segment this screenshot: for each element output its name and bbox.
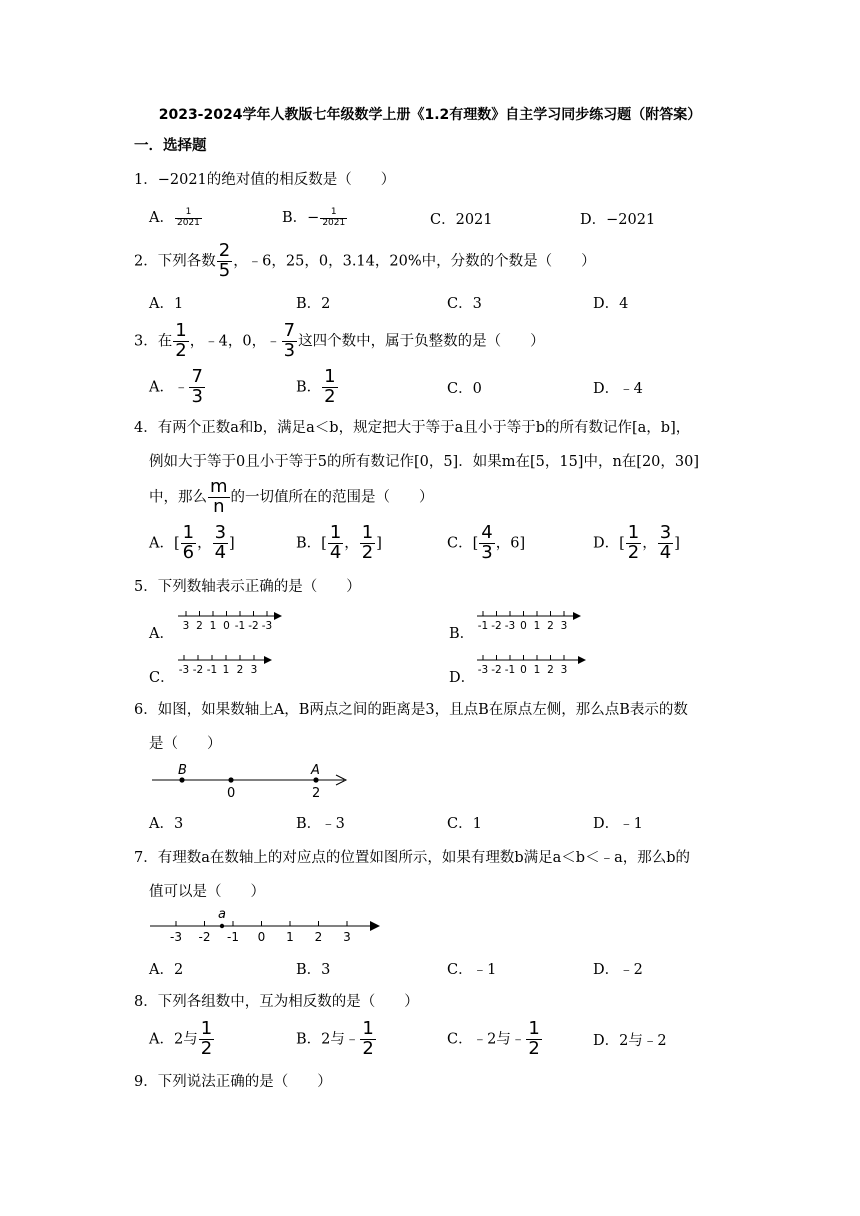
q5-d-tick-label: -3 xyxy=(477,664,489,676)
q5-option-a-label: A． xyxy=(149,626,174,642)
q8-option-c: C．﹣2与﹣ $\frac{1}{2}$ xyxy=(447,1018,540,1059)
q1-option-b: B．− $\frac{1}{2021}$ xyxy=(282,207,346,228)
q8-option-b: B．2与﹣ $\frac{1}{2}$ xyxy=(296,1018,374,1059)
q2-option-d: D．4 xyxy=(593,296,629,312)
point-b xyxy=(179,777,184,782)
q5-a-tick-label: 0 xyxy=(223,620,230,632)
q5-number-line-d xyxy=(475,652,590,680)
question-4-line-3: 中，那么 $\frac{m}{n}$ 的一切值所在的范围是（ ） xyxy=(149,476,434,517)
q5-c-tick-label: -3 xyxy=(178,664,190,676)
q5-a-tick-label: -3 xyxy=(261,620,273,632)
q1-option-d: D．−2021 xyxy=(580,212,656,228)
q5-option-c-label: C． xyxy=(149,670,175,686)
question-8-stem: 8．下列各组数中，互为相反数的是（ ） xyxy=(134,994,419,1010)
q7-tick-label: -1 xyxy=(227,930,239,944)
q5-c-tick-label: 1 xyxy=(222,664,230,676)
question-3-stem: 3．在 $\frac{1}{2}$ ，﹣4，0，﹣ $\frac{7}{3}$ 这四个数中，属于负整数的是（ ） xyxy=(134,320,545,361)
q5-b-tick-label: 2 xyxy=(547,620,554,632)
question-6-line-1: 6．如图，如果数轴上A，B两点之间的距离是3，且点B在原点左侧，那么点B表示的数 xyxy=(134,702,688,718)
q2-option-c: C．3 xyxy=(447,296,482,312)
q5-a-tick-label: 2 xyxy=(196,620,203,632)
q4-option-a: A．[ $\frac{1}{6}$ ， $\frac{3}{4}$ ] xyxy=(149,522,235,563)
section-heading: 一．选择题 xyxy=(134,138,207,154)
q7-tick-label: 0 xyxy=(257,930,266,944)
q8-option-a: A．2与 $\frac{1}{2}$ xyxy=(149,1018,213,1059)
q5-b-tick-label: -1 xyxy=(477,620,489,632)
q6-option-a: A．3 xyxy=(149,816,184,832)
q4-option-c: C．[ $\frac{4}{3}$ ，6] xyxy=(447,522,526,563)
q7-option-a: A．2 xyxy=(149,962,184,978)
q5-a-tick-label: 3 xyxy=(182,620,190,632)
point-origin xyxy=(228,777,233,782)
q5-a-tick-label: -1 xyxy=(234,620,246,632)
q5-c-tick-label: 2 xyxy=(236,664,244,676)
q5-b-tick-label: 0 xyxy=(520,620,527,632)
q7-tick-label: -3 xyxy=(170,930,182,944)
q5-d-tick-label: 1 xyxy=(533,664,541,676)
question-7-line-1: 7．有理数a在数轴上的对应点的位置如图所示，如果有理数b满足a＜b＜﹣a，那么b的 xyxy=(134,850,691,866)
point-a-label: A xyxy=(311,763,320,778)
q5-b-tick-label: 1 xyxy=(533,620,541,632)
q1-option-a: A． $\frac{1}{2021}$ xyxy=(149,207,200,228)
q5-a-tick-label: -2 xyxy=(248,620,259,632)
question-1-stem: 1．−2021的绝对值的相反数是（ ） xyxy=(134,172,396,188)
q7-tick-label: 1 xyxy=(286,930,294,944)
q3-option-d: D．﹣4 xyxy=(593,381,643,397)
q1-option-c: C．2021 xyxy=(430,212,493,228)
q5-c-tick-label: -2 xyxy=(192,664,204,676)
q5-d-tick-label: 2 xyxy=(547,664,554,676)
q5-number-line-a xyxy=(176,608,286,636)
q5-b-tick-label: -3 xyxy=(504,620,516,632)
q5-number-line-c xyxy=(176,652,276,680)
q5-d-tick-label: -2 xyxy=(491,664,502,676)
q3-option-c: C．0 xyxy=(447,381,482,397)
point-a-label: a xyxy=(218,907,226,922)
q7-tick-label: 2 xyxy=(314,930,323,944)
q5-option-d-label: D． xyxy=(449,670,476,686)
q7-option-b: B．3 xyxy=(296,962,331,978)
q7-option-d: D．﹣2 xyxy=(593,962,643,978)
q5-a-tick-label: 1 xyxy=(209,620,217,632)
q2-option-b: B．2 xyxy=(296,296,331,312)
q2-option-a: A．1 xyxy=(149,296,184,312)
q5-c-tick-label: -1 xyxy=(206,664,218,676)
question-4-line-2: 例如大于等于0且小于等于5的所有数记作[0，5]．如果m在[5，15]中，n在[20，30] xyxy=(149,454,700,470)
point-a xyxy=(313,777,318,782)
q6-option-d: D．﹣1 xyxy=(593,816,643,832)
q3-option-b: B． $\frac{1}{2}$ xyxy=(296,366,336,407)
q5-c-tick-label: 3 xyxy=(250,664,258,676)
q5-d-tick-label: 0 xyxy=(520,664,527,676)
q5-b-tick-label: 3 xyxy=(560,620,568,632)
question-9-stem: 9．下列说法正确的是（ ） xyxy=(134,1074,332,1090)
q4-option-b: B．[ $\frac{1}{4}$ ， $\frac{1}{2}$ ] xyxy=(296,522,382,563)
q5-number-line-b xyxy=(475,608,585,636)
question-4-line-1: 4．有两个正数a和b，满足a＜b，规定把大于等于a且小于等于b的所有数记作[a，b]， xyxy=(134,420,691,436)
q7-tick-label: 3 xyxy=(343,930,351,944)
q7-tick-label: -2 xyxy=(198,930,211,944)
point-a xyxy=(220,924,224,928)
question-7-line-2: 值可以是（ ） xyxy=(149,884,265,900)
q4-option-d: D．[ $\frac{1}{2}$ ， $\frac{3}{4}$ ] xyxy=(593,522,680,563)
question-6-line-2: 是（ ） xyxy=(149,736,222,752)
q5-d-tick-label: -1 xyxy=(504,664,516,676)
q5-b-tick-label: -2 xyxy=(491,620,502,632)
q7-number-line xyxy=(148,906,383,946)
q5-d-tick-label: 3 xyxy=(560,664,568,676)
q8-option-d: D．2与﹣2 xyxy=(593,1033,667,1049)
q3-option-a: A．﹣ $\frac{7}{3}$ xyxy=(149,366,203,407)
q5-option-b-label: B． xyxy=(449,626,475,642)
point-b-label: B xyxy=(178,763,187,778)
origin-label: 0 xyxy=(227,786,236,800)
page-title: 2023-2024学年人教版七年级数学上册《1.2有理数》自主学习同步练习题（附答案） xyxy=(158,107,702,123)
q7-option-c: C．﹣1 xyxy=(447,962,497,978)
two-label: 2 xyxy=(312,786,321,800)
q6-number-line xyxy=(150,758,355,800)
q6-option-b: B．﹣3 xyxy=(296,816,345,832)
question-2-stem: 2．下列各数 $\frac{2}{5}$ ，﹣6，25，0，3.14，20%中，分数的个数是（ ） xyxy=(134,240,596,281)
question-5-stem: 5．下列数轴表示正确的是（ ） xyxy=(134,579,361,595)
q6-option-c: C．1 xyxy=(447,816,482,832)
